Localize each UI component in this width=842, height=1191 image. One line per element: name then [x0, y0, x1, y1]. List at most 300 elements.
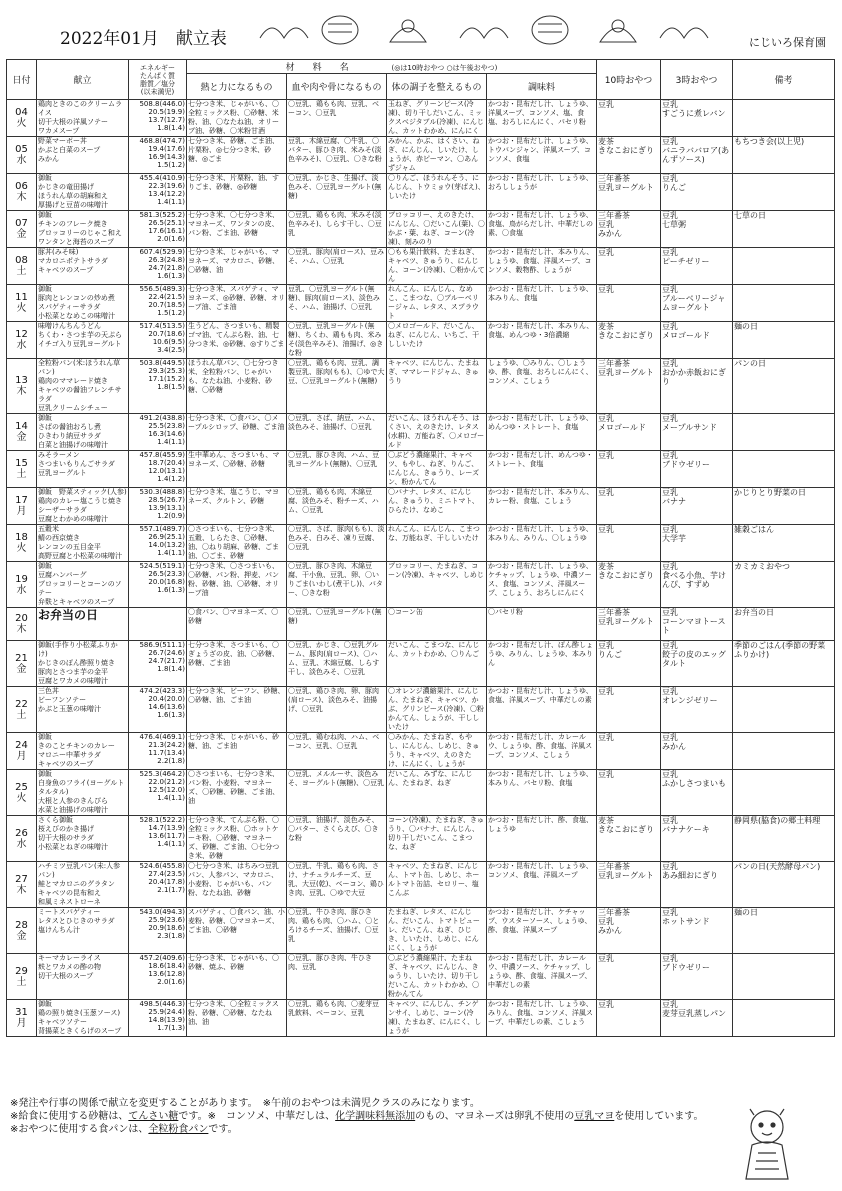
table-row: [7, 248, 835, 285]
snack3-cell: 豆乳 バニラババロア(あんずソース): [661, 137, 733, 174]
menu-cell: [37, 770, 129, 816]
snack3-cell: 豆乳 麦芽豆乳蒸しパン: [661, 1000, 733, 1037]
menu-cell: [37, 733, 129, 770]
menu-cell: [37, 816, 129, 862]
regulating-foods-cell: 〇バナナ、レタス、にんじん、きゅうり、ミニトマト、ひらたけ、なめこ: [387, 488, 487, 525]
menu-item: 和風ミネストローネ: [38, 898, 101, 906]
energy-foods-cell: 七分つき米、さつまいも、〇ぎょうざの皮、油、〇砂糖、砂糖、ごま油: [187, 641, 287, 687]
protein-foods-cell: 〇豆乳、豚ひき肉、ハム、豆乳ヨーグルト(無糖)、〇豆乳: [287, 451, 387, 488]
footer-line-3-bread: 全粒粉食パン: [148, 1124, 209, 1135]
nutrition-value: 25.9(23.6): [148, 916, 185, 924]
menu-item: お弁当の日: [38, 608, 99, 622]
nutrition-cell: [129, 770, 187, 816]
header-ingredients: [187, 60, 597, 74]
menu-item: 御飯: [38, 562, 52, 570]
nutrition-value: 16.3(14.6): [148, 430, 185, 438]
menu-item: ひきわり納豆サラダ: [38, 432, 101, 440]
remarks-cell: [733, 414, 835, 451]
header-energy: 熱と力になるもの: [187, 74, 287, 100]
nutrition-value: 1.2(0.9): [157, 512, 185, 520]
nutrition-value: 457.2(409.6): [139, 954, 185, 962]
menu-item: さばの醤油おろし煮: [38, 423, 101, 431]
nutrition-value: 1.4(1.1): [157, 794, 185, 802]
snack3-cell: 豆乳 ブドウゼリー: [661, 451, 733, 488]
remarks-cell: 静岡県(脇食)の郷土料理: [733, 816, 835, 862]
date-cell: [7, 770, 37, 816]
protein-foods-cell: 〇豆乳、鶏もも肉、米みそ(淡色辛みそ)、しらす干し、〇豆乳: [287, 211, 387, 248]
protein-foods-cell: 〇豆乳、牛ひき肉、豚ひき肉、鶏もも肉、〇ハム、〇とろけるチーズ、油揚げ、〇豆乳: [287, 908, 387, 954]
menu-item: キャベツのスープ: [38, 760, 94, 768]
menu-item: キャベツの昆布和え: [38, 889, 101, 897]
nutrition-value: 18.7(20.4): [148, 459, 185, 467]
menu-cell: [37, 562, 129, 608]
nutrition-value: 1.4(1.2): [157, 475, 185, 483]
date-day: 13: [15, 375, 28, 386]
snack10-cell: 麦茶 きなこおにぎり: [597, 816, 661, 862]
remarks-cell: 麺の日: [733, 908, 835, 954]
date-day: 27: [15, 873, 28, 885]
regulating-foods-cell: ブロッコリー、えのきたけ、にんじん、〇だいこん(葉)、〇かぶ・葉、ねぎ、コーン(冷凍)、刻みのり: [388, 211, 485, 246]
nutrition-value: 16.9(14.3): [148, 153, 185, 161]
date-day: 12: [15, 329, 28, 340]
menu-item: ミートスパゲティー: [38, 908, 101, 916]
footer-line-2-c: です。※ コンソメ、中華だしは、: [178, 1111, 336, 1122]
nutrition-value: 491.2(438.8): [139, 414, 185, 422]
nutrition-value: 1.4(1.1): [157, 840, 185, 848]
date-weekday: 火: [16, 543, 27, 554]
menu-cell: [37, 862, 129, 908]
remarks-cell: [733, 954, 835, 1000]
menu-item: チキンのフレーク焼き: [38, 220, 108, 228]
menu-item: 切干大根のスープ: [38, 972, 94, 980]
menu-item: スパゲティーサラダ: [38, 303, 101, 311]
energy-foods-cell: 〇食パン、〇マヨネーズ、〇砂糖: [187, 608, 287, 641]
footer-line-1: ※発注や行事の関係で献立を変更することがあります。 ※午前のおやつは未満児クラスのみになります。: [10, 1098, 480, 1109]
header-blood: 血や肉や骨になるもの: [287, 74, 387, 100]
nutrition-value: 474.2(423.3): [139, 687, 185, 695]
regulating-foods-cell: 〇オレンジ濃縮果汁、にんじん、たまねぎ、キャベツ、かぶ、グリンピース(冷凍)、〇粉かんてん、しょうが、干ししいたけ: [387, 687, 487, 733]
regulating-foods-cell: キャベツ、にんじん、チンゲンサイ、しめじ、コーン(冷凍)、たまねぎ、にんにく、しょうが: [387, 1000, 487, 1037]
seasoning-cell: かつお・昆布だし汁、ぽん酢しょうゆ、みりん、しょうゆ、本みりん: [487, 641, 597, 687]
nutrition-value: 586.9(511.1): [139, 641, 185, 649]
nutrition-value: 517.4(513.5): [139, 322, 185, 330]
nutrition-value: 503.8(449.5): [139, 359, 185, 367]
regulating-foods-cell: みかん、かぶ、はくさい、ねぎ、にんじん、しいたけ、しょうが、赤ピーマン、〇あんずジャム: [387, 137, 487, 174]
organization-name: にじいろ保育園: [749, 36, 826, 49]
nutrition-value: 3.4(2.5): [157, 346, 185, 354]
menu-cell: [37, 954, 129, 1000]
date-cell: [7, 211, 37, 248]
snack3-cell: 豆乳 七草粥: [661, 211, 733, 248]
table-row: [7, 770, 835, 816]
seasoning-cell: かつお・昆布だし汁、しょうゆ、おろししょうが: [487, 174, 597, 211]
energy-foods-cell: 生中華めん、さつまいも、マヨネーズ、〇砂糖、砂糖: [187, 451, 287, 488]
menu-item: 御飯: [38, 770, 52, 778]
snack10-cell: 三年番茶 豆乳 みかん: [597, 908, 661, 954]
table-row: [7, 562, 835, 608]
nutrition-cell: [129, 733, 187, 770]
snack3-cell: 豆乳 大学芋: [661, 525, 733, 562]
header-date: 日付: [7, 60, 37, 100]
energy-foods-cell: 七分つき米、片栗粉、油、すりごま、砂糖、◎砂糖: [187, 174, 287, 211]
menu-item: 豆乳クリームシチュー: [38, 404, 108, 412]
snack3-cell: 豆乳 コーンマヨトースト: [661, 608, 733, 641]
regulating-foods-cell: 〇コーン缶: [387, 608, 487, 641]
nutrition-value: 27.4(23.5): [148, 870, 185, 878]
footer-line-2-e: のもの、マヨネーズは卵乳不使用の: [415, 1111, 575, 1122]
menu-item: イチゴ入り豆乳ヨーグルト: [38, 340, 122, 348]
menu-cell: [37, 322, 129, 359]
nutrition-value: 13.7(12.7): [148, 116, 185, 124]
snack3-cell: 豆乳 ふかしさつまいも: [661, 770, 733, 816]
table-row: [7, 285, 835, 322]
date-day: 28: [15, 919, 28, 931]
nutrition-value: 1.4(1.1): [157, 438, 185, 446]
seasoning-cell: かつお・昆布だし汁、しょうゆ、めんつゆ・ストレート、食塩: [487, 414, 597, 451]
protein-foods-cell: 〇豆乳、〇豆乳ヨーグルト(無糖): [287, 608, 387, 641]
menu-item: 厚揚げと豆苗の味噌汁: [38, 201, 108, 209]
nutrition-value: 2.3(1.8): [157, 932, 185, 940]
nutrition-value: 26.5(25.1): [148, 219, 185, 227]
table-row: [7, 137, 835, 174]
nutrition-value: 20.7(18.5): [148, 301, 185, 309]
seasoning-cell: 〇パセリ粉: [487, 608, 597, 641]
snack10-cell: 麦茶 きなこおにぎり: [597, 322, 661, 359]
regulating-foods-cell: れんこん、にんじん、こまつな、万能ねぎ、干ししいたけ: [387, 525, 487, 562]
nutrition-value: 10.6(9.5): [152, 338, 185, 346]
protein-foods-cell: 〇豆乳、さば、納豆、ハム、淡色みそ、油揚げ、〇豆乳: [287, 414, 387, 451]
snack10-cell: 豆乳: [597, 733, 661, 770]
table-row: [7, 488, 835, 525]
nutrition-value: 25.5(23.8): [148, 422, 185, 430]
header-ingredients-title: 材 料 名: [285, 63, 349, 73]
nutrition-value: 25.9(24.4): [148, 1008, 185, 1016]
table-row: [7, 359, 835, 414]
nutrition-value: 14.8(13.9): [148, 1016, 185, 1024]
nutrition-cell: [129, 137, 187, 174]
menu-item: 五穀米: [38, 525, 59, 533]
menu-cell: [37, 137, 129, 174]
date-weekday: 土: [16, 976, 27, 988]
protein-foods-cell: 豆乳、〇豆乳ヨーグルト(無糖)、豚肉(肩ロース)、淡色みそ、ハム、油揚げ、〇豆乳: [287, 285, 387, 322]
nutrition-cell: [129, 285, 187, 322]
menu-item: かじきのぽん酢照り焼き: [38, 659, 115, 667]
date-weekday: 火: [16, 303, 27, 314]
date-day: 17: [15, 495, 28, 506]
nutrition-value: 19.4(17.6): [148, 145, 185, 153]
snack3-cell: 豆乳 りんご: [661, 174, 733, 211]
nutrition-value: 498.5(446.3): [139, 1000, 185, 1008]
date-day: 05: [15, 144, 28, 155]
menu-cell: [37, 359, 129, 414]
date-cell: [7, 908, 37, 954]
menu-item: 切干大根の洋風ソテー: [38, 118, 108, 126]
menu-item: 鮭とマカロニのグラタン: [38, 880, 115, 888]
snack10-cell: 豆乳: [597, 954, 661, 1000]
remarks-cell: [733, 451, 835, 488]
nutrition-value: 26.9(25.1): [148, 533, 185, 541]
menu-item: 御飯: [38, 174, 52, 182]
remarks-cell: お弁当の日: [733, 608, 835, 641]
seasoning-cell: かつお・昆布だし汁、ケチャップ、ウスターソース、しょうゆ、酢、食塩、洋風スープ: [487, 908, 597, 954]
nutrition-value: 1.5(1.2): [157, 309, 185, 317]
snack10-cell: 三年番茶 豆乳ヨーグルト: [597, 862, 661, 908]
protein-foods-cell: 〇豆乳、鶏もも肉、豆乳、ベーコン、〇豆乳: [287, 100, 387, 137]
menu-item: キャベツのスープ: [38, 266, 94, 274]
protein-foods-cell: 〇豆乳、豚肉(肩ロース)、豆みそ、ハム、〇豆乳: [287, 248, 387, 285]
nutrition-value: 581.3(525.2): [139, 211, 185, 219]
menu-item: 切干大根のサラダ: [38, 834, 94, 842]
nutrition-value: 24.7(21.7): [148, 657, 185, 665]
menu-item: 御飯: [38, 211, 52, 219]
nutrition-value: 14.6(13.6): [148, 703, 185, 711]
date-cell: [7, 733, 37, 770]
nutrition-value: 24.7(21.8): [148, 264, 185, 272]
energy-foods-cell: 七分つき米、〇全粒ミックス粉、砂糖、〇砂糖、なたね油、油: [187, 1000, 287, 1037]
nutrition-value: 1.6(1.3): [157, 272, 185, 280]
date-cell: [7, 137, 37, 174]
menu-item: 背揚菜ときくらげのスープ: [38, 1027, 122, 1035]
nutrition-value: 1.8(1.4): [157, 665, 185, 673]
date-weekday: 土: [16, 266, 27, 277]
nutrition-cell: [129, 359, 187, 414]
nutrition-value: 557.1(489.7): [139, 525, 185, 533]
nutrition-value: 1.4(1.1): [157, 198, 185, 206]
menu-item: ほうれん草の胡麻和え: [38, 192, 108, 200]
snack3-cell: 豆乳 食べる小魚、芋けんぴ、すずめ: [661, 562, 733, 608]
snack3-cell: 豆乳 みかん: [661, 733, 733, 770]
regulating-foods-cell: だいこん、みずな、にんじん、たまねぎ、ねぎ: [387, 770, 487, 816]
nutrition-value: 508.8(446.0): [139, 100, 185, 108]
regulating-foods-cell: キャベツ、たまねぎ、にんじん、トマト缶、しめじ、ホールトマト缶詰、セロリー、塩こんぶ: [387, 862, 487, 908]
seasoning-cell: かつお・昆布だし汁、しょうゆ、本みりん、食塩: [487, 285, 597, 322]
seasoning-cell: かつお・昆布だし汁、しょうゆ、ケチャップ、しょうゆ、中濃ソース、食塩、コンソメ、洋風スープ、こしょう、おろしにんにく: [487, 562, 597, 608]
nutrition-cell: [129, 211, 187, 248]
menu-item: さつまいもりんごサラダ: [38, 460, 115, 468]
snack10-cell: 豆乳 りんご: [597, 641, 661, 687]
menu-item: ちくわ・さつま芋の天ぷら: [38, 331, 122, 339]
header-snack3: 3時おやつ: [661, 60, 733, 100]
protein-foods-cell: 〇豆乳、鶏もも肉、豆乳、調製豆乳、豚肉(もも)、〇ゆで大豆、〇豆乳ヨーグルト(無糖): [287, 359, 387, 414]
header-nutrition: [129, 60, 187, 100]
nutrition-cell: [129, 862, 187, 908]
nutrition-value: 525.3(464.2): [139, 770, 185, 778]
snack10-cell: 豆乳: [597, 525, 661, 562]
date-cell: [7, 562, 37, 608]
menu-item: 白身魚のフライ(ヨーグルトタルタル): [38, 779, 125, 796]
snack10-cell: 豆乳: [597, 100, 661, 137]
menu-cell: [37, 687, 129, 733]
snack10-cell: 豆乳: [597, 248, 661, 285]
date-cell: [7, 322, 37, 359]
date-weekday: 木: [16, 624, 27, 635]
table-row: [7, 862, 835, 908]
energy-foods-cell: 七分つき米、〇七分つき米、マヨネーズ、ワンタンの皮、パン粉、ごま油、砂糖: [187, 211, 287, 248]
menu-cell: [37, 608, 129, 641]
nutrition-value: 1.7(1.3): [157, 1024, 185, 1032]
protein-foods-cell: 〇豆乳、鶏むね肉、ハム、ベーコン、豆乳、〇豆乳: [287, 733, 387, 770]
nutrition-value: 607.4(529.9): [139, 248, 185, 256]
protein-foods-cell: 〇豆乳、かじき、〇豆乳グルーム、豚肉(肩ロース)、〇ハム、豆乳、木綿豆腐、しらす干し、淡色みそ、〇豆乳: [287, 641, 387, 687]
regulating-foods-cell: たまねぎ、レタス、にんじん、だいこん、トマトピューレ、だいこん、ねぎ、ひじき、しいたけ、しめじ、にんにく、しょうが: [387, 908, 487, 954]
nutrition-value: 28.5(26.7): [148, 496, 185, 504]
menu-cell: [37, 908, 129, 954]
nutrition-cell: [129, 1000, 187, 1037]
menu-item: 御飯: [38, 414, 52, 422]
seasoning-cell: かつお・昆布だし汁、しょうゆ、トウバンジャン、洋風スープ、コンソメ、食塩: [487, 137, 597, 174]
menu-item: ハチミツ豆乳パン(未:人参パン): [38, 862, 121, 879]
date-cell: [7, 285, 37, 322]
date-day: 24: [15, 740, 28, 751]
nutrition-cell: [129, 641, 187, 687]
header-body: 体の調子を整えるもの: [387, 74, 487, 100]
date-day: 31: [15, 1007, 28, 1018]
energy-foods-cell: 七分つき米、〇食パン、〇メープルシロップ、砂糖、ごま油: [187, 414, 287, 451]
nutrition-value: 2.2(1.8): [157, 757, 185, 765]
snack3-cell: 豆乳 おかか赤飯おにぎり: [661, 359, 733, 414]
energy-foods-cell: 〇七分つき米、はちみつ豆乳パン、人参パン、マカロニ、小麦粉、じゃがいも、パン粉、なたね油、砂糖: [187, 862, 287, 908]
date-weekday: 水: [16, 155, 27, 166]
date-weekday: 木: [16, 386, 27, 397]
menu-item: みそラーメン: [38, 451, 80, 459]
nutrition-cell: [129, 414, 187, 451]
energy-foods-cell: 七分つき米、てんぷら粉、〇全粒ミックス粉、〇ホットケーキ粉、〇砂糖、マヨネーズ、砂糖、ごま油、〇七分つき米、砂糖: [187, 816, 287, 862]
date-weekday: 木: [16, 884, 27, 896]
regulating-foods-cell: 〇ぶどう濃縮果汁、キャベツ、もやし、ねぎ、りんご、にんじん、きゅうり、レーズン、粉かんてん: [387, 451, 487, 488]
nutrition-value: 20.7(18.6): [148, 330, 185, 338]
menu-item: 水菜と油揚げの味噌汁: [38, 806, 108, 814]
protein-foods-cell: 〇豆乳、鶏もも肉、〇麦芽豆乳飲料、ベーコン、豆乳: [287, 1000, 387, 1037]
nutrition-value: 20.0(16.8): [148, 578, 185, 586]
seasoning-cell: かつお・昆布だし汁、しょうゆ、洋風スープ、コンソメ、塩、食塩、おろしにんにく、パセリ粉: [487, 100, 597, 137]
snack3-cell: 豆乳 ホットサンド: [661, 908, 733, 954]
nutrition-value: 18.6(18.4): [148, 962, 185, 970]
nutrition-value: 1.6(1.3): [157, 711, 185, 719]
seasoning-cell: かつお・昆布だし汁、めんつゆ・ストレート、食塩: [487, 451, 597, 488]
menu-cell: [37, 248, 129, 285]
date-day: 08: [15, 255, 28, 266]
nutrition-value: 13.6(12.8): [148, 970, 185, 978]
date-weekday: 金: [16, 663, 27, 675]
nutrition-value: 1.5(1.2): [157, 161, 185, 169]
menu-item: 御飯: [38, 1000, 52, 1008]
nutrition-value: 12.5(12.0): [148, 786, 185, 794]
header-ingredients-note: (◎は10時おやつ ○は午後おやつ): [391, 64, 498, 72]
remarks-cell: [733, 174, 835, 211]
nutrition-value: 530.3(488.8): [139, 488, 185, 496]
snack10-cell: 三年番茶 豆乳ヨーグルト: [597, 608, 661, 641]
nutrition-value: 528.1(522.2): [139, 816, 185, 824]
menu-cell: [37, 100, 129, 137]
nutrition-cell: [129, 608, 187, 641]
date-day: 04: [15, 107, 28, 118]
table-row: [7, 954, 835, 1000]
regulating-foods-cell: 〇みかん、たまねぎ、もやし、にんじん、しめじ、きゅうり、キャベツ、えのきたけ、にんにく、しょうが: [387, 733, 487, 770]
energy-foods-cell: スパゲティ、〇食パン、油、小麦粉、砂糖、〇マヨネーズ、ごま油、〇砂糖: [187, 908, 287, 954]
nutrition-value: 1.4(1.1): [157, 549, 185, 557]
nutrition-value: 468.8(474.7): [139, 137, 185, 145]
energy-foods-cell: 七分つき米、ビーフン、砂糖、〇砂糖、油、ごま油: [187, 687, 287, 733]
seasoning-cell: かつお・昆布だし汁、しょうゆ、食塩、鳥がらだし汁、中華だしの素、〇食塩: [487, 211, 597, 248]
footer-line-3-a: ※おやつに使用する食パンは、: [10, 1124, 149, 1135]
nutrition-value: 476.4(469.1): [139, 733, 185, 741]
nutrition-value: 17.1(15.2): [148, 375, 185, 383]
protein-foods-cell: 〇豆乳、豚ひき肉、牛ひき肉、豆乳: [287, 954, 387, 1000]
menu-cell: [37, 641, 129, 687]
table-row: [7, 100, 835, 137]
menu-item: 三色丼: [38, 687, 59, 695]
menu-item: かぶと白菜のスープ: [38, 146, 101, 154]
nutrition-cell: [129, 248, 187, 285]
new-year-decoration-icon: [250, 8, 730, 52]
energy-foods-cell: 七分つき米、じゃがいも、〇全粒ミックス粉、〇砂糖、米粉、油、〇なたね油、オリーブ油、砂糖、〇米粉甘酒: [187, 100, 287, 137]
nutrition-value: 20.9(18.6): [148, 924, 185, 932]
date-cell: [7, 954, 37, 1000]
snack3-cell: 豆乳 オレンジゼリー: [661, 687, 733, 733]
menu-cell: [37, 1000, 129, 1037]
protein-foods-cell: 〇豆乳、油揚げ、淡色みそ、〇バター、さくらえび、〇きな粉: [287, 816, 387, 862]
snack10-cell: 豆乳: [597, 285, 661, 322]
snack3-cell: 豆乳 メープルサンド: [661, 414, 733, 451]
date-day: 26: [15, 827, 28, 839]
menu-item: 鯖の西京焼き: [38, 534, 80, 542]
menu-item: 弁麩とキャベツのスープ: [38, 598, 115, 606]
remarks-cell: 雑穀ごはん: [733, 525, 835, 562]
energy-foods-cell: 七分つき米、〇さつまいも、〇砂糖、パン粉、押麦、パン粉、砂糖、油、〇砂糖、オリーブ油: [187, 562, 287, 608]
menu-item: 御飯(手作り小松菜ふりかけ): [38, 641, 118, 658]
header-nutrition-note: (以未満児): [140, 87, 175, 96]
menu-item: 豚肉とさつま芋の金平: [38, 668, 108, 676]
date-weekday: 木: [16, 192, 27, 203]
energy-foods-cell: 七分つき米、塩こうじ、マヨネーズ、クルトン、砂糖: [187, 488, 287, 525]
energy-foods-cell: ほうれん草パン、〇七分つき米、全粒粉パン、じゃがいも、なたね油、小麦粉、砂糖、〇砂糖: [187, 359, 287, 414]
menu-item: 麸とワカメの酢の物: [38, 963, 101, 971]
footer-line-3-c: です。: [208, 1124, 238, 1135]
protein-foods-cell: 〇豆乳、豆乳ヨーグルト(無糖)、ちくわ、鶏もも肉、米みそ(淡色辛みそ)、油揚げ、◎きな粉: [287, 322, 387, 359]
nutrition-value: 2.1(1.7): [157, 886, 185, 894]
nutrition-value: 12.0(13.1): [148, 467, 185, 475]
footer-notes: [10, 1097, 730, 1136]
snack10-cell: 豆乳: [597, 1000, 661, 1037]
regulating-foods-cell: 〇ぶどう濃縮果汁、たまねぎ、キャベツ、にんじん、きゅうり、しいたけ、切り干しだいこん、カットわかめ、〇粉かんてん: [387, 954, 487, 1000]
menu-item: みかん: [38, 155, 59, 163]
menu-item: 桜えびのかき揚げ: [38, 825, 94, 833]
snack10-cell: 三年番茶 豆乳 みかん: [597, 211, 661, 248]
regulating-foods-cell: 玉ねぎ、グリーンピース(冷凍)、切り干しだいこん、ミックスベジタブル(冷凍)、にんじん、カットわかめ、にんにく: [387, 100, 487, 137]
energy-foods-cell: 七分つき米、スパゲティ、マヨネーズ、◎砂糖、砂糖、オリーブ油、ごま油: [187, 285, 287, 322]
nutrition-value: 26.3(24.8): [148, 256, 185, 264]
menu-item: 鶏の照り焼き(玉葱ソース): [38, 1009, 121, 1017]
seasoning-cell: かつお・昆布だし汁、本みりん、しょうゆ、食塩、洋風スープ、コンソメ、穀物酢、しょうが: [487, 248, 597, 285]
nutrition-value: 13.4(12.2): [148, 190, 185, 198]
snack3-cell: 豆乳 メロゴールド: [661, 322, 733, 359]
table-row: [7, 687, 835, 733]
snack3-cell: 豆乳 ブドウゼリー: [661, 954, 733, 1000]
remarks-cell: [733, 1000, 835, 1037]
menu-item: ワンタンと海苔のスープ: [38, 238, 115, 246]
nutrition-value: 22.0(21.2): [148, 778, 185, 786]
nutrition-value: 1.8(1.5): [157, 383, 185, 391]
date-weekday: 水: [16, 584, 27, 596]
snack10-cell: 豆乳 メロゴールド: [597, 414, 661, 451]
menu-item: シーザーサラダ: [38, 506, 87, 514]
seasoning-cell: かつお・昆布だし汁、しょうゆ、コンソメ、食塩、洋風スープ: [487, 862, 597, 908]
date-weekday: 金: [16, 930, 27, 942]
protein-foods-cell: 〇豆乳、豚ひき肉、木綿豆腐、干小魚、豆乳、卵、〇いりごま(いわし(煮干し))、バター、〇きな粉: [287, 562, 387, 608]
nutrition-value: 26.7(24.6): [148, 649, 185, 657]
nutrition-value: 13.9(13.1): [148, 504, 185, 512]
date-day: 25: [15, 781, 28, 793]
